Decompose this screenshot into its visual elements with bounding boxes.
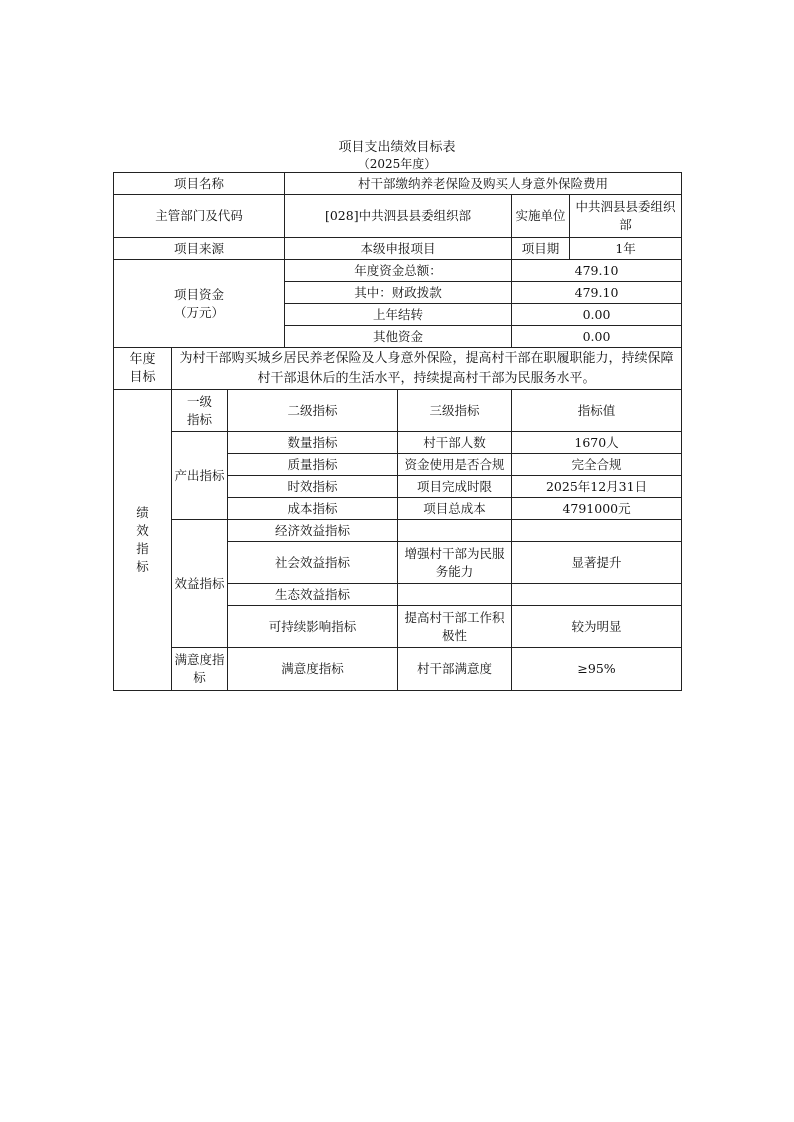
row-source <box>114 238 682 260</box>
table-row <box>114 432 682 454</box>
table-row <box>114 648 682 691</box>
level3-cell <box>398 606 512 648</box>
page-title: 项目支出绩效目标表 <box>338 140 456 155</box>
value-cell <box>512 520 682 542</box>
indicator-section-label <box>114 390 172 691</box>
annual-goal-label <box>114 348 172 390</box>
impl-unit-value: 中共泗县县委组织部 <box>570 195 682 238</box>
level2-cell: 时效指标 <box>228 476 398 498</box>
page-year: （2025年度） <box>357 157 437 171</box>
level3-cell: 项目完成时限 <box>398 476 512 498</box>
value-cell: 显著提升 <box>512 542 682 584</box>
level2-cell: 生态效益指标 <box>228 584 398 606</box>
annual-goal-label-line2: 目标 <box>129 369 156 385</box>
level3-cell: 资金使用是否合规 <box>398 454 512 476</box>
performance-table <box>113 172 682 691</box>
funds-label-line2: （万元） <box>174 304 225 320</box>
value-cell: 较为明显 <box>512 606 682 648</box>
funds-fiscal-label: 其中：财政拨款 <box>285 282 512 304</box>
level3-cell <box>398 520 512 542</box>
level2-cell: 社会效益指标 <box>228 542 398 584</box>
project-name-value: 村干部缴纳养老保险及购买人身意外保险费用 <box>285 173 682 195</box>
row-annual-goal <box>114 348 682 390</box>
level3-cell <box>398 542 512 584</box>
level2-cell: 质量指标 <box>228 454 398 476</box>
output-indicator-label: 产出指标 <box>172 432 228 520</box>
value-cell: 4791000元 <box>512 498 682 520</box>
benefit-indicator-label: 效益指标 <box>172 520 228 648</box>
funds-other-value: 0.00 <box>512 326 682 348</box>
level3-cell: 村干部人数 <box>398 432 512 454</box>
table-row <box>114 520 682 542</box>
dept-label: 主管部门及代码 <box>114 195 285 238</box>
level2-cell: 满意度指标 <box>228 648 398 691</box>
source-value: 本级申报项目 <box>285 238 512 260</box>
section-char: 标 <box>136 559 149 574</box>
value-cell <box>512 584 682 606</box>
section-char: 效 <box>136 523 149 538</box>
funds-other-label: 其他资金 <box>285 326 512 348</box>
funds-total-label: 年度资金总额： <box>285 260 512 282</box>
period-label: 项目期 <box>512 238 570 260</box>
dept-value: [028]中共泗县县委组织部 <box>285 195 512 238</box>
level2-cell: 数量指标 <box>228 432 398 454</box>
level3-line1: 增强村干部为民服 <box>404 545 505 561</box>
row-project-name <box>114 173 682 195</box>
funds-total-value: 479.10 <box>512 260 682 282</box>
header-level1-line1: 一级 <box>186 393 212 409</box>
header-value: 指标值 <box>512 390 682 432</box>
value-cell: 2025年12月31日 <box>512 476 682 498</box>
header-level3: 三级指标 <box>398 390 512 432</box>
satisfaction-label-line2: 标 <box>193 670 206 685</box>
level3-cell <box>398 584 512 606</box>
source-label: 项目来源 <box>114 238 285 260</box>
level2-cell: 经济效益指标 <box>228 520 398 542</box>
level2-cell: 可持续影响指标 <box>228 606 398 648</box>
impl-unit-label: 实施单位 <box>512 195 570 238</box>
funds-carry-value: 0.00 <box>512 304 682 326</box>
annual-goal-text: 为村干部购买城乡居民养老保险及人身意外保险，提高村干部在职履职能力，持续保障村干部退休后的生活水平，持续提高村干部为民服务水平。 <box>172 348 682 390</box>
funds-label-line1: 项目资金 <box>174 286 225 302</box>
row-department <box>114 195 682 238</box>
section-char: 绩 <box>136 505 149 520</box>
level3-cell: 项目总成本 <box>398 498 512 520</box>
level3-line1: 提高村干部工作积 <box>404 609 505 625</box>
value-cell: ≥95% <box>512 648 682 691</box>
row-indicator-header <box>114 390 682 432</box>
funds-fiscal-value: 479.10 <box>512 282 682 304</box>
project-name-label: 项目名称 <box>114 173 285 195</box>
section-char: 指 <box>136 541 149 556</box>
annual-goal-label-line1: 年度 <box>129 351 156 367</box>
funds-carry-label: 上年结转 <box>285 304 512 326</box>
period-value: 1年 <box>570 238 682 260</box>
row-funds-total <box>114 260 682 282</box>
satisfaction-label-line1: 满意度指 <box>174 652 225 667</box>
funds-label <box>114 260 285 348</box>
header-level2: 二级指标 <box>228 390 398 432</box>
level3-cell: 村干部满意度 <box>398 648 512 691</box>
value-cell: 1670人 <box>512 432 682 454</box>
level3-line2: 务能力 <box>435 563 474 579</box>
level2-cell: 成本指标 <box>228 498 398 520</box>
satisfaction-indicator-label <box>172 648 228 691</box>
header-level1 <box>172 390 228 432</box>
value-cell: 完全合规 <box>512 454 682 476</box>
header-level1-line2: 指标 <box>186 411 212 427</box>
level3-line2: 极性 <box>442 627 468 643</box>
